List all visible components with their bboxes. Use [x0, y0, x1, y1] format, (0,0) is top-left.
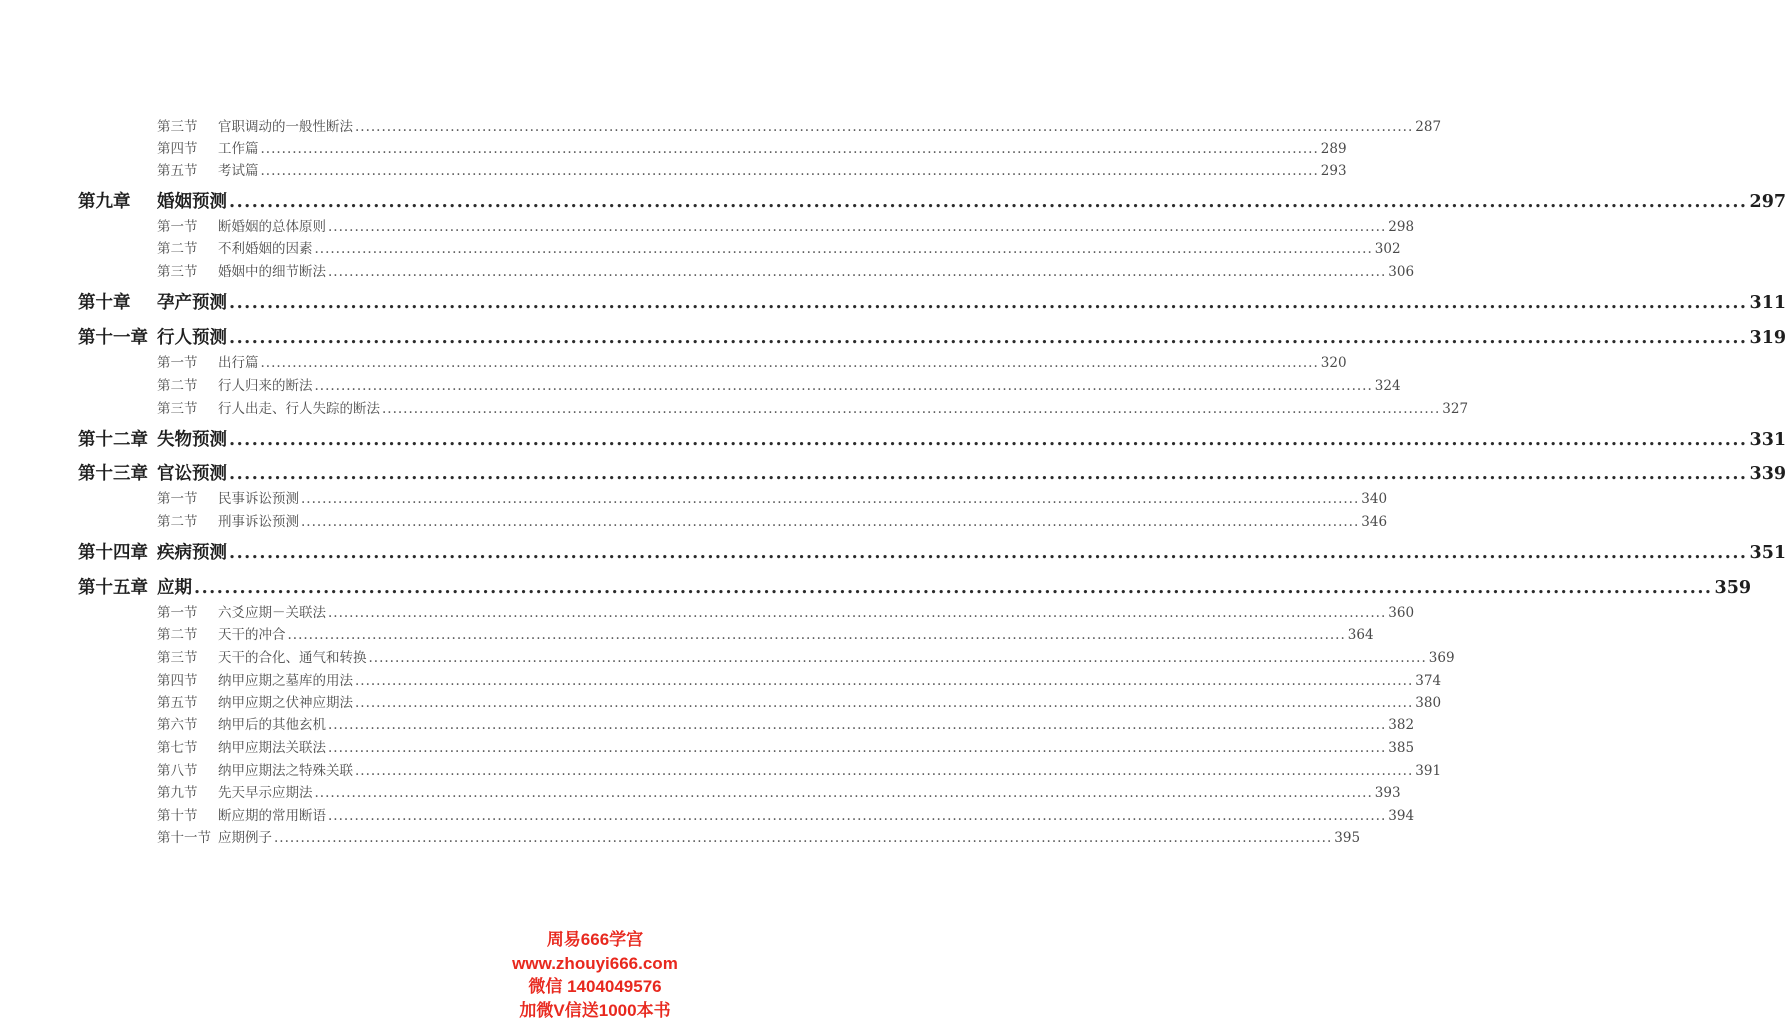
- leader-dots: ........................................................................................................................................................................................................: [260, 355, 1319, 371]
- section-title: 纳甲应期之伏神应期法: [218, 695, 353, 711]
- page-number: 395: [1334, 830, 1361, 846]
- chapter-number: 第十章: [78, 293, 131, 313]
- page-number: 374: [1415, 673, 1442, 689]
- toc-section-row: [157, 736, 1415, 758]
- section-number: 第二节: [157, 241, 198, 257]
- section-number: 第十节: [157, 808, 198, 824]
- leader-dots: ........................................................................................................................................................................................................: [328, 808, 1387, 824]
- section-title: 不利婚姻的因素: [218, 241, 313, 257]
- page-number: 327: [1442, 401, 1469, 417]
- section-title: 考试篇: [218, 163, 259, 179]
- page-number: 340: [1361, 491, 1388, 507]
- section-number: 第四节: [157, 141, 198, 157]
- section-number: 第一节: [157, 605, 198, 621]
- leader-dots: ........................................................................................................................................................................................................: [355, 763, 1414, 779]
- toc-section-row: [157, 510, 1388, 532]
- leader-dots: ........................................................................................................................................................................................................: [355, 673, 1414, 689]
- page-number: 360: [1388, 605, 1415, 621]
- page-number: 393: [1374, 785, 1401, 801]
- page-number: 302: [1374, 241, 1401, 257]
- toc-section-row: [157, 826, 1361, 848]
- chapter-title: 应期: [157, 578, 192, 598]
- section-number: 第五节: [157, 163, 198, 179]
- leader-dots: ........................................................................................................................................................................................................: [229, 192, 1748, 212]
- toc-section-row: [157, 804, 1415, 826]
- chapter-title: 婚姻预测: [157, 192, 227, 212]
- toc-section-row: [157, 487, 1388, 509]
- page-number: 380: [1415, 695, 1442, 711]
- leader-dots: ........................................................................................................................................................................................................: [229, 543, 1748, 563]
- leader-dots: ........................................................................................................................................................................................................: [328, 717, 1387, 733]
- section-title: 行人归来的断法: [218, 378, 313, 394]
- page-number: 289: [1320, 141, 1347, 157]
- leader-dots: ........................................................................................................................................................................................................: [328, 605, 1387, 621]
- leader-dots: ........................................................................................................................................................................................................: [328, 264, 1387, 280]
- page-number: 364: [1347, 627, 1374, 643]
- chapter-title: 行人预测: [157, 328, 227, 348]
- watermark: [490, 928, 700, 1022]
- page-number: 324: [1374, 378, 1401, 394]
- section-number: 第六节: [157, 717, 198, 733]
- section-number: 第九节: [157, 785, 198, 801]
- section-title: 刑事诉讼预测: [218, 514, 299, 530]
- section-title: 应期例子: [218, 830, 272, 846]
- watermark-offer: 加微V信送1000本书: [519, 1000, 671, 1020]
- section-title: 民事诉讼预测: [218, 491, 299, 507]
- toc-chapter-row: [78, 539, 1786, 565]
- page-number: 287: [1415, 119, 1442, 135]
- page-number: 394: [1388, 808, 1415, 824]
- section-number: 第三节: [157, 264, 198, 280]
- chapter-number: 第十三章: [78, 464, 148, 484]
- watermark-url: www.zhouyi666.com: [512, 953, 678, 973]
- section-number: 第四节: [157, 673, 198, 689]
- chapter-number: 第十二章: [78, 430, 148, 450]
- leader-dots: ........................................................................................................................................................................................................: [301, 514, 1360, 530]
- page-number: 351: [1749, 543, 1786, 563]
- section-title: 纳甲应期法之特殊关联: [218, 763, 353, 779]
- toc-chapter-row: [78, 188, 1786, 214]
- page-number: 369: [1428, 650, 1455, 666]
- leader-dots: ........................................................................................................................................................................................................: [355, 695, 1414, 711]
- leader-dots: ........................................................................................................................................................................................................: [314, 785, 1373, 801]
- page-number: 320: [1320, 355, 1347, 371]
- section-number: 第八节: [157, 763, 198, 779]
- page-number: 346: [1361, 514, 1388, 530]
- section-title: 纳甲后的其他玄机: [218, 717, 326, 733]
- chapter-number: 第十一章: [78, 328, 148, 348]
- section-number: 第一节: [157, 219, 198, 235]
- section-number: 第二节: [157, 378, 198, 394]
- section-number: 第七节: [157, 740, 198, 756]
- section-title: 出行篇: [218, 355, 259, 371]
- section-number: 第一节: [157, 491, 198, 507]
- toc-chapter-row: [78, 324, 1786, 350]
- leader-dots: ........................................................................................................................................................................................................: [287, 627, 1346, 643]
- section-title: 工作篇: [218, 141, 259, 157]
- chapter-title: 疾病预测: [157, 543, 227, 563]
- toc-section-row: [157, 646, 1455, 668]
- section-title: 六爻应期－关联法: [218, 605, 326, 621]
- page-number: 298: [1388, 219, 1415, 235]
- toc-section-row: [157, 159, 1347, 181]
- page-number: 306: [1388, 264, 1415, 280]
- section-number: 第三节: [157, 119, 198, 135]
- section-number: 第一节: [157, 355, 198, 371]
- page-number: 382: [1388, 717, 1415, 733]
- chapter-number: 第十四章: [78, 543, 148, 563]
- section-title: 天干的合化、通气和转换: [218, 650, 367, 666]
- page-number: 391: [1415, 763, 1442, 779]
- leader-dots: ........................................................................................................................................................................................................: [368, 650, 1427, 666]
- section-title: 天干的冲合: [218, 627, 286, 643]
- toc-section-row: [157, 759, 1442, 781]
- chapter-number: 第九章: [78, 192, 131, 212]
- leader-dots: ........................................................................................................................................................................................................: [260, 163, 1319, 179]
- leader-dots: ........................................................................................................................................................................................................: [260, 141, 1319, 157]
- section-number: 第十一节: [157, 830, 211, 846]
- toc-section-row: [157, 601, 1415, 623]
- toc-section-row: [157, 781, 1401, 803]
- toc-chapter-row: [78, 289, 1786, 315]
- section-title: 先天早示应期法: [218, 785, 313, 801]
- leader-dots: ........................................................................................................................................................................................................: [194, 578, 1713, 598]
- page-number: 297: [1749, 192, 1786, 212]
- leader-dots: ........................................................................................................................................................................................................: [229, 464, 1748, 484]
- toc-section-row: [157, 351, 1347, 373]
- section-number: 第三节: [157, 401, 198, 417]
- toc-section-row: [157, 115, 1442, 137]
- chapter-title: 失物预测: [157, 430, 227, 450]
- toc-section-row: [157, 374, 1401, 396]
- page-number: 385: [1388, 740, 1415, 756]
- toc-section-row: [157, 237, 1401, 259]
- leader-dots: ........................................................................................................................................................................................................: [274, 830, 1333, 846]
- toc-section-row: [157, 713, 1415, 735]
- page-number: 339: [1749, 464, 1786, 484]
- watermark-wechat: 微信 1404049576: [528, 977, 662, 996]
- section-number: 第三节: [157, 650, 198, 666]
- section-title: 纳甲应期法关联法: [218, 740, 326, 756]
- section-title: 断应期的常用断语: [218, 808, 326, 824]
- page-number: 359: [1714, 578, 1752, 598]
- leader-dots: ........................................................................................................................................................................................................: [355, 119, 1414, 135]
- page-number: 293: [1320, 163, 1347, 179]
- section-title: 纳甲应期之墓库的用法: [218, 673, 353, 689]
- leader-dots: ........................................................................................................................................................................................................: [229, 430, 1748, 450]
- leader-dots: ........................................................................................................................................................................................................: [314, 241, 1373, 257]
- leader-dots: ........................................................................................................................................................................................................: [229, 293, 1748, 313]
- toc-section-row: [157, 260, 1415, 282]
- toc-section-row: [157, 215, 1415, 237]
- section-title: 官职调动的一般性断法: [218, 119, 353, 135]
- leader-dots: ........................................................................................................................................................................................................: [382, 401, 1441, 417]
- toc-section-row: [157, 623, 1374, 645]
- page-number: 331: [1749, 430, 1786, 450]
- page-number: 319: [1749, 328, 1786, 348]
- toc-chapter-row: [78, 460, 1786, 486]
- section-number: 第二节: [157, 627, 198, 643]
- leader-dots: ........................................................................................................................................................................................................: [229, 328, 1748, 348]
- toc-chapter-row: [78, 426, 1786, 452]
- toc-section-row: [157, 691, 1442, 713]
- leader-dots: ........................................................................................................................................................................................................: [314, 378, 1373, 394]
- leader-dots: ........................................................................................................................................................................................................: [301, 491, 1360, 507]
- leader-dots: ........................................................................................................................................................................................................: [328, 219, 1387, 235]
- chapter-title: 官讼预测: [157, 464, 227, 484]
- toc-section-row: [157, 669, 1442, 691]
- leader-dots: ........................................................................................................................................................................................................: [328, 740, 1387, 756]
- chapter-number: 第十五章: [78, 578, 148, 598]
- toc-chapter-row: [78, 574, 1752, 600]
- section-title: 婚姻中的细节断法: [218, 264, 326, 280]
- chapter-title: 孕产预测: [157, 293, 227, 313]
- page-number: 311: [1749, 293, 1786, 313]
- section-number: 第二节: [157, 514, 198, 530]
- section-title: 行人出走、行人失踪的断法: [218, 401, 380, 417]
- toc-section-row: [157, 137, 1347, 159]
- section-title: 断婚姻的总体原则: [218, 219, 326, 235]
- toc-section-row: [157, 397, 1469, 419]
- section-number: 第五节: [157, 695, 198, 711]
- watermark-title: 周易666学宫: [546, 930, 644, 949]
